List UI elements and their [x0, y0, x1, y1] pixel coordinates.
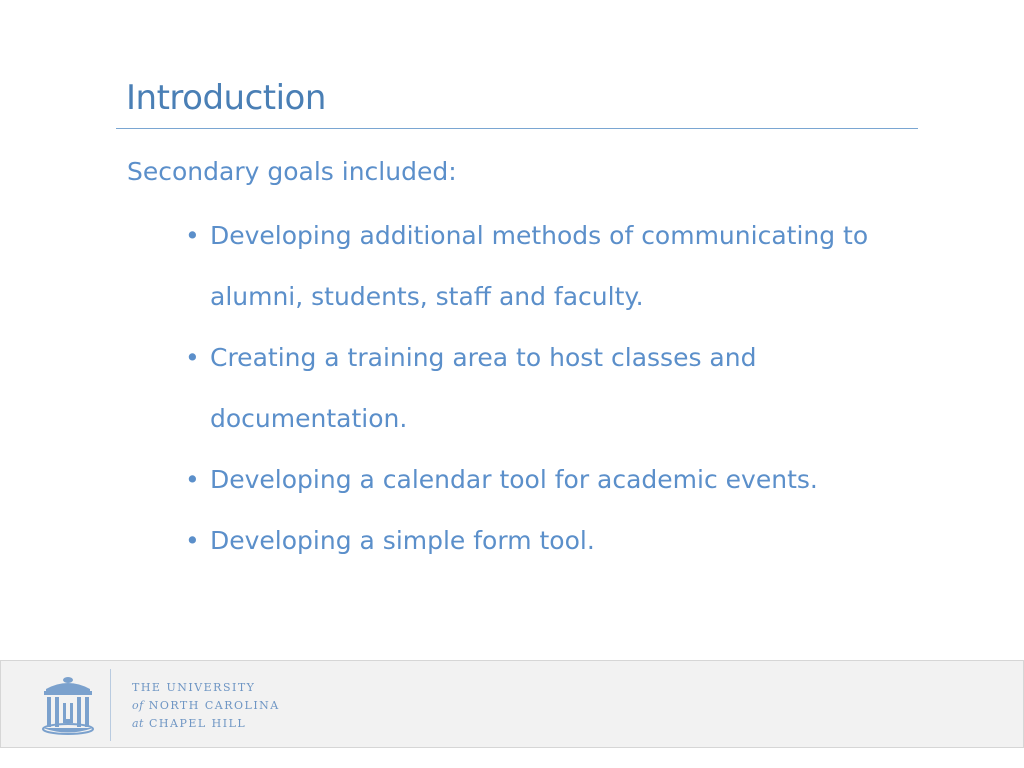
wordmark-line-3-main: CHAPEL HILL — [148, 717, 247, 730]
bullet-text: Developing additional methods of communicating to — [210, 221, 869, 250]
bullet-text: Developing a simple form tool. — [210, 526, 595, 555]
bullet-text: Creating a training area to host classes and — [210, 343, 757, 372]
wordmark-line-2 — [132, 697, 280, 715]
bullet-text: Developing a calendar tool for academic events. — [210, 465, 818, 494]
bullet-item — [185, 510, 868, 571]
bullet-dot: • — [185, 465, 200, 494]
wordmark-line-3 — [132, 715, 280, 733]
bullet-text-continuation: documentation. — [210, 404, 408, 433]
title-divider — [116, 128, 918, 129]
bullet-list — [185, 205, 868, 571]
university-wordmark — [132, 679, 280, 733]
slide-title: Introduction — [126, 78, 326, 118]
wordmark-line-3-prefix: at — [132, 717, 144, 730]
footer-bar — [0, 660, 1024, 748]
bullet-dot: • — [185, 526, 200, 555]
bullet-dot: • — [185, 343, 200, 372]
bullet-item — [185, 327, 868, 449]
bullet-dot: • — [185, 221, 200, 250]
logo-divider — [110, 669, 111, 741]
wordmark-line-1: THE UNIVERSITY — [132, 681, 256, 694]
old-well-icon — [41, 673, 95, 737]
wordmark-line-2-prefix: of — [132, 699, 144, 712]
subhead: Secondary goals included: — [127, 157, 457, 186]
bullet-item — [185, 449, 868, 510]
wordmark-line-2-main: NORTH CAROLINA — [148, 699, 280, 712]
bullet-text-continuation: alumni, students, staff and faculty. — [210, 282, 644, 311]
bullet-item — [185, 205, 868, 327]
